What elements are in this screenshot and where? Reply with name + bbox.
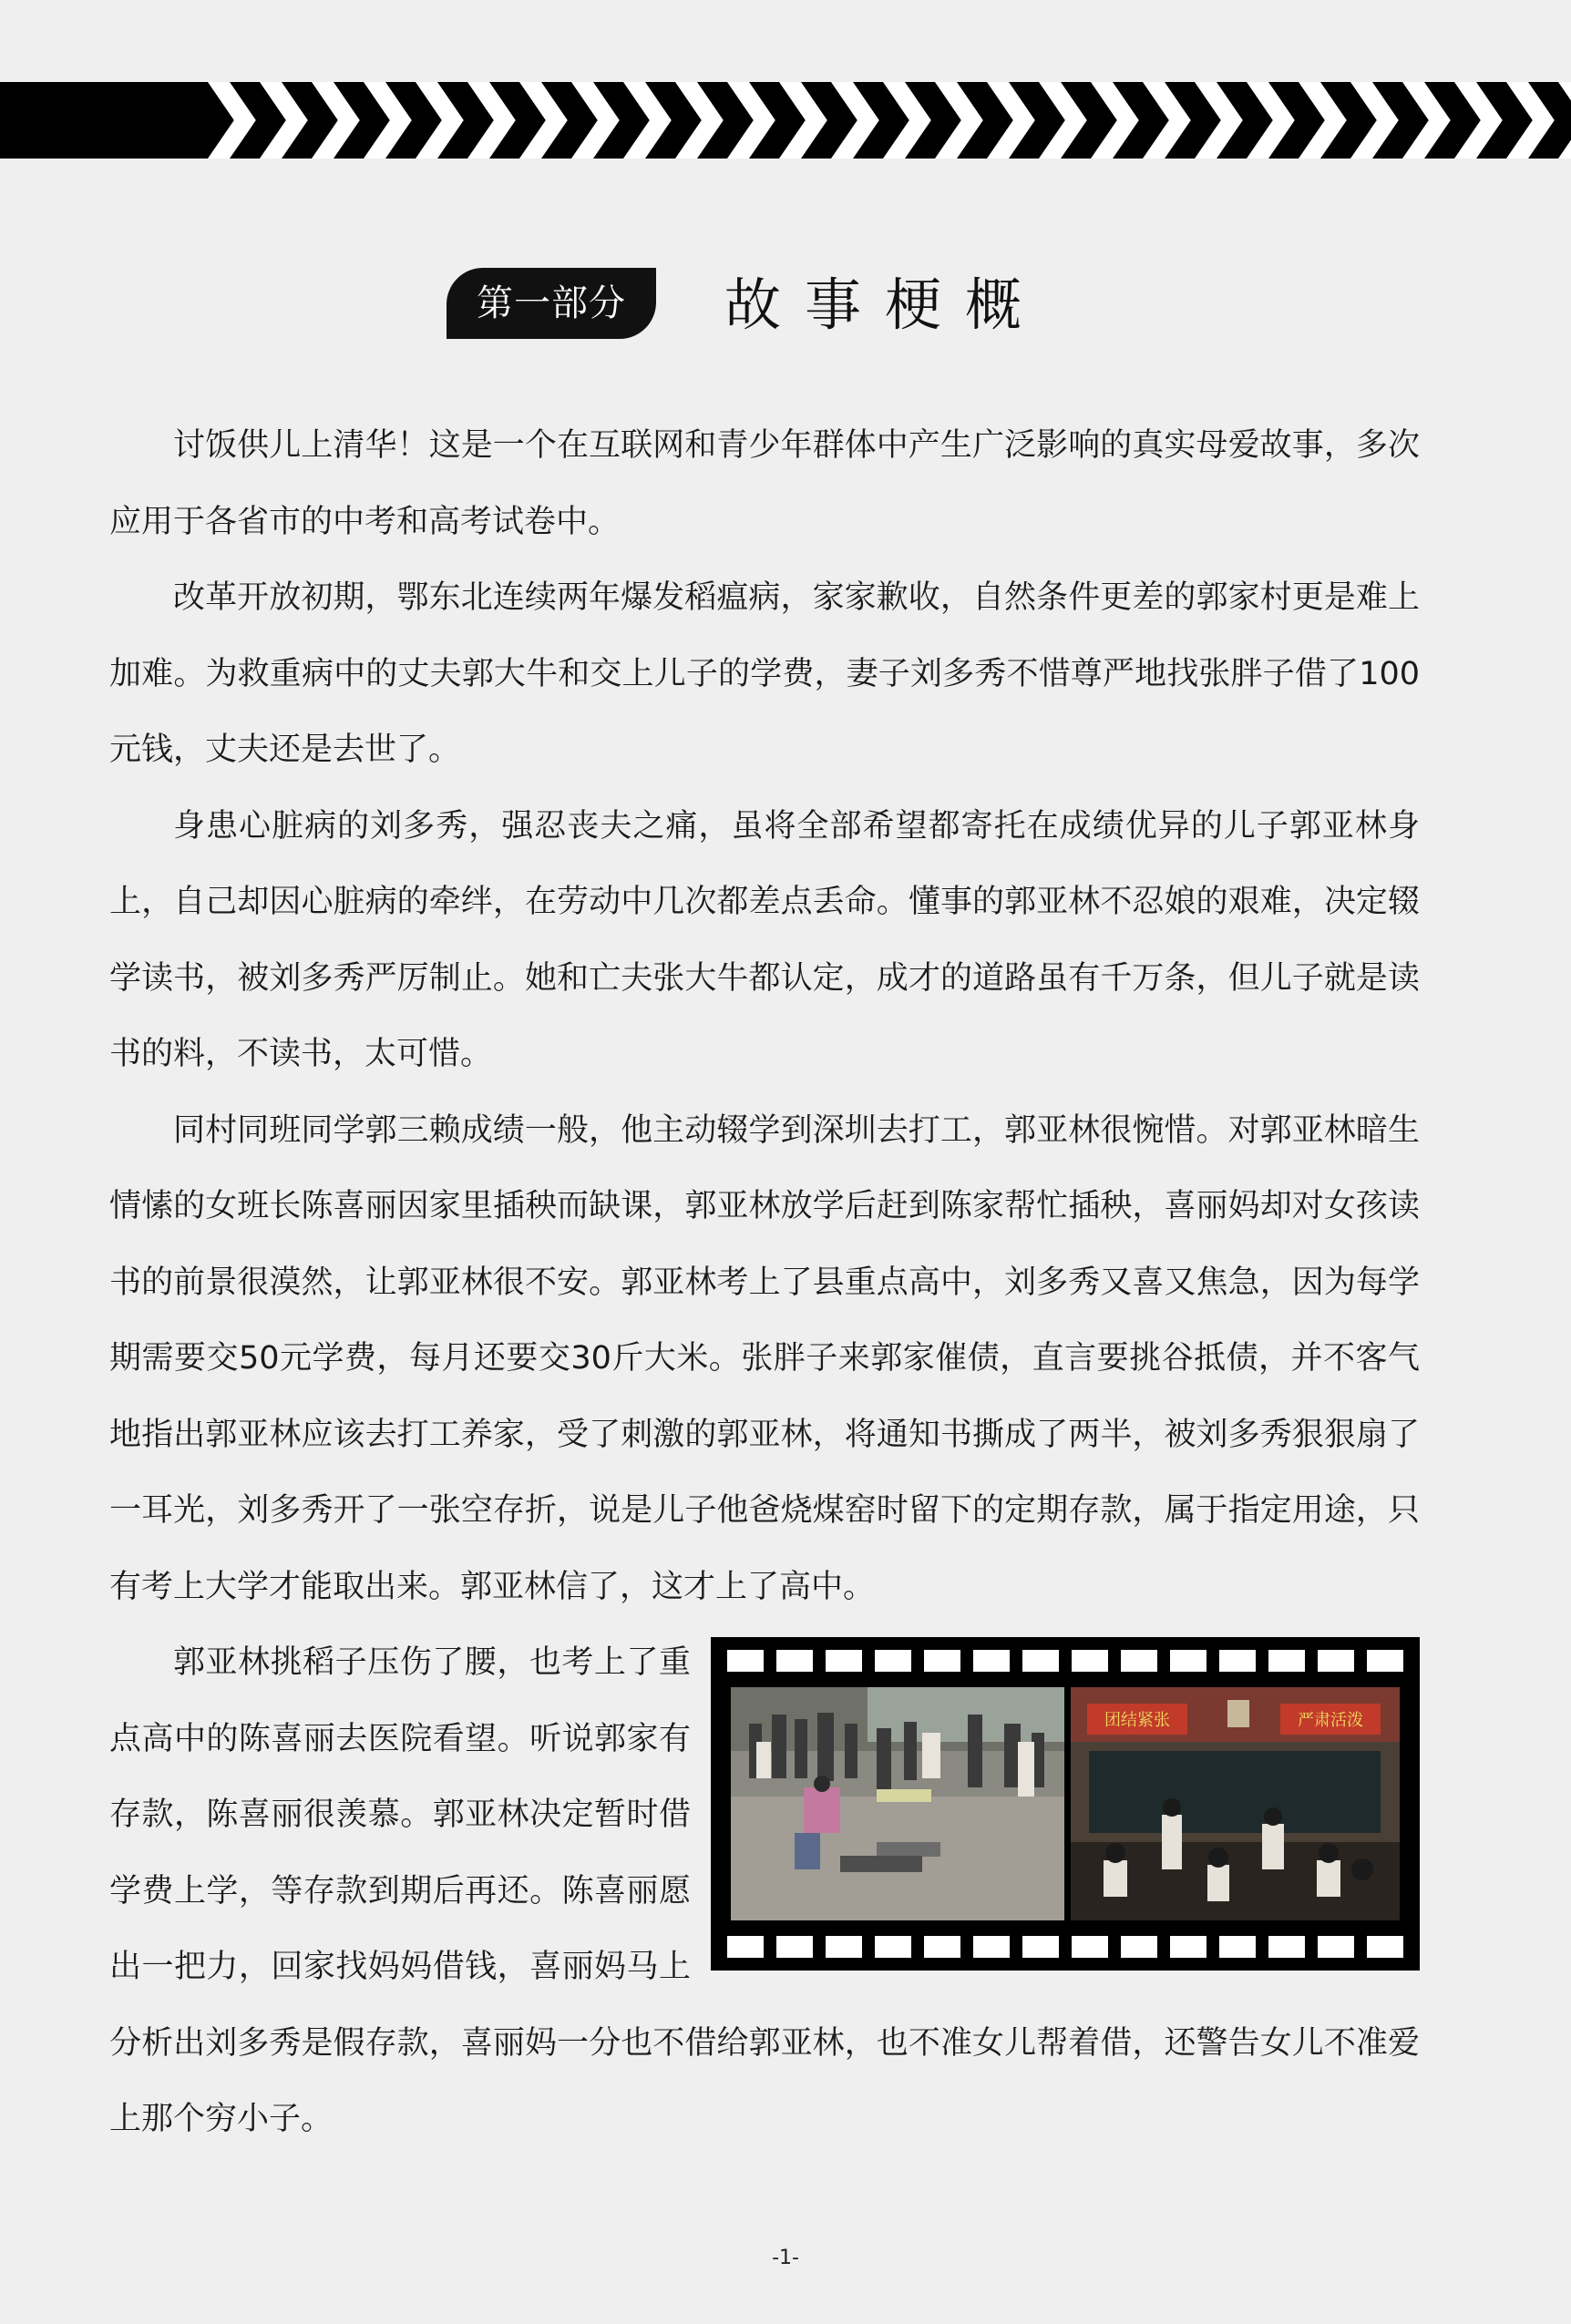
chevron-mark <box>1558 82 1571 159</box>
chevron-mark <box>1091 82 1139 159</box>
story-synopsis <box>109 408 1420 2158</box>
chevron-mark <box>467 82 516 159</box>
chevron-mark <box>935 82 983 159</box>
section-label: 第一部分 <box>447 268 656 339</box>
chevron-mark <box>1506 82 1555 159</box>
chevron-mark <box>623 82 672 159</box>
paragraph: 同村同班同学郭三赖成绩一般，他主动辍学到深圳去打工，郭亚林很惋惜。对郭亚林暗生情愫的女班长陈喜丽因家里插秧而缺课，郭亚林放学后赶到陈家帮忙插秧，喜丽妈却对女孩读书的前景很漠然，让郭亚林很不安。郭亚林考上了县重点高中，刘多秀又喜又焦急，因为每学期需要交50元学费，每月还要交30斤大米。张胖子来郭家催债，直言要挑谷抵债，并不客气地指出郭亚林应该去打工养家，受了刺激的郭亚林，将通知书撕成了两半，被刘多秀狠狠扇了一耳光，刘多秀开了一张空存折，说是儿子他爸烧煤窑时留下的定期存款，属于指定用途，只有考上大学才能取出来。郭亚林信了，这才上了高中。 <box>109 1111 1420 1605</box>
chevron-banner <box>0 82 1571 159</box>
film-strip <box>711 1637 1420 1971</box>
section-title: 故事梗概 <box>724 271 1046 338</box>
chevron-mark <box>883 82 931 159</box>
page-number: -1- <box>772 2247 799 2269</box>
chevron-pattern-icon <box>0 82 1571 159</box>
chevron-mark <box>675 82 724 159</box>
paragraph: 改革开放初期，鄂东北连续两年爆发稻瘟病，家家歉收，自然条件更差的郭家村更是难上加难。为救重病中的丈夫郭大牛和交上儿子的学费，妻子刘多秀不惜尊严地找张胖子借了100元钱，丈夫还是去世了。 <box>109 579 1420 768</box>
chevron-mark <box>831 82 879 159</box>
chevron-mark <box>1299 82 1347 159</box>
chevron-mark <box>987 82 1035 159</box>
chevron-mark <box>416 82 464 159</box>
chevron-mark <box>1143 82 1191 159</box>
chevron-mark <box>519 82 568 159</box>
film-still-classroom-scene <box>1071 1687 1400 1920</box>
chevron-mark <box>1195 82 1243 159</box>
chevron-mark <box>208 82 256 159</box>
paragraph: 身患心脏病的刘多秀，强忍丧夫之痛，虽将全部希望都寄托在成绩优异的儿子郭亚林身上，自己却因心脏病的牵绊，在劳动中几次都差点丢命。懂事的郭亚林不忍娘的艰难，决定辍学读书，被刘多秀严厉制止。她和亡夫张大牛都认定，成才的道路虽有千万条，但儿子就是读书的料，不读书，太可惜。 <box>109 807 1420 1072</box>
film-strip-figure <box>711 1637 1420 1971</box>
sprocket-row-top <box>727 1650 1403 1672</box>
chevron-mark <box>1350 82 1399 159</box>
chevron-mark <box>364 82 412 159</box>
sprocket-row-bottom <box>727 1936 1403 1958</box>
chevron-mark <box>1454 82 1503 159</box>
chevron-mark <box>1402 82 1451 159</box>
paragraph: 郭亚林挑稻子压伤了腰，也考上了重点高中的陈喜丽去医院看望。听说郭家有存款，陈喜丽很羡慕。郭亚林决定暂时借学费上学，等存款到期后再还。陈喜丽愿出一把力，回家找妈妈借钱，喜丽妈马上分析出刘多秀是假存款，喜丽妈一分也不借给郭亚林，也不准女儿帮着借，还警告女儿不准爱上那个穷小子。 <box>109 1644 1420 2137</box>
paragraph: 讨饭供儿上清华！这是一个在互联网和青少年群体中产生广泛影响的真实母爱故事，多次应用于各省市的中考和高考试卷中。 <box>109 427 1420 540</box>
chevron-mark <box>727 82 775 159</box>
chevron-mark <box>779 82 827 159</box>
chevron-mark <box>1247 82 1295 159</box>
banner-left-text: 团结紧张 <box>1104 1711 1170 1730</box>
chevron-mark <box>260 82 308 159</box>
film-still-village-scene <box>731 1687 1064 1920</box>
chevron-mark <box>571 82 620 159</box>
chevron-mark <box>1039 82 1087 159</box>
banner-right-text: 严肃活泼 <box>1298 1711 1363 1730</box>
chevron-mark <box>312 82 360 159</box>
